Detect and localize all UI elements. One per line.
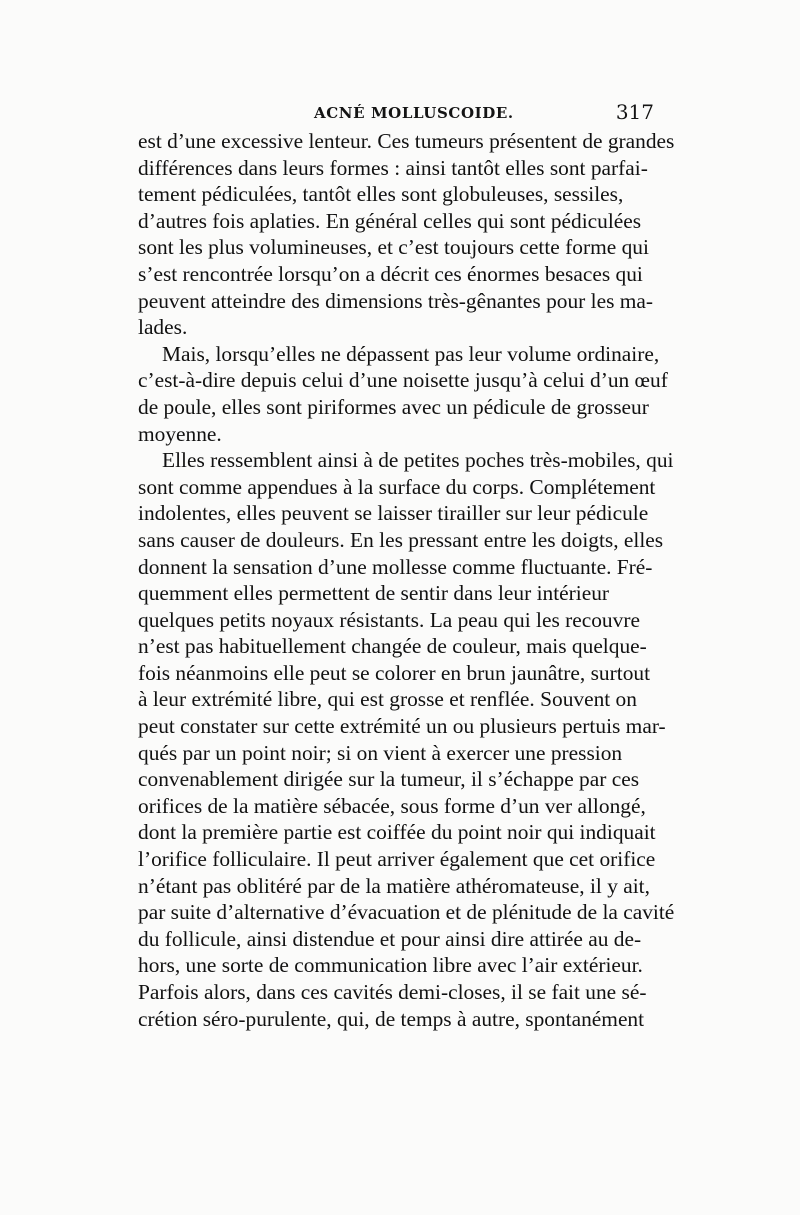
text-line: qués par un point noir; si on vient à exercer une pression xyxy=(138,740,623,765)
text-line: n’étant pas oblitéré par de la matière athéromateuse, il y ait, xyxy=(138,873,650,898)
paragraph-start-line: Mais, lorsqu’elles ne dépassent pas leur volume ordinaire, xyxy=(162,341,660,366)
text-line: tement pédiculées, tantôt elles sont globuleuses, sessiles, xyxy=(138,182,624,207)
paragraph-start-line: Elles ressemblent ainsi à de petites poches très-mobiles, qui xyxy=(162,448,674,473)
text-line: de poule, elles sont piriformes avec un pédicule de grosseur xyxy=(138,394,649,419)
text-line: moyenne. xyxy=(138,421,222,446)
text-line: sont comme appendues à la surface du corps. Complétement xyxy=(138,474,656,499)
text-line: du follicule, ainsi distendue et pour ainsi dire attirée au de- xyxy=(138,926,642,951)
text-line: quemment elles permettent de sentir dans leur intérieur xyxy=(138,581,610,606)
text-line: Parfois alors, dans ces cavités demi-closes, il se fait une sé- xyxy=(138,980,647,1004)
text-line: à leur extrémité libre, qui est grosse et renflée. Souvent on xyxy=(138,687,637,712)
text-line: fois néanmoins elle peut se colorer en brun jaunâtre, surtout xyxy=(138,660,651,685)
text-line: l’orifice folliculaire. Il peut arriver également que cet orifice xyxy=(138,847,656,872)
text-line: n’est pas habituellement changée de couleur, mais quelque- xyxy=(138,634,647,659)
text-line: est d’une excessive lenteur. Ces tumeurs présentent de grandes xyxy=(138,129,675,153)
running-title: ACNÉ MOLLUSCOIDE. xyxy=(314,104,514,122)
text-line: hors, une sorte de communication libre avec l’air extérieur. xyxy=(138,953,643,978)
text-line: convenablement dirigée sur la tumeur, il s’échappe par ces xyxy=(138,767,640,792)
text-line: différences dans leurs formes : ainsi tantôt elles sont parfai- xyxy=(138,155,648,180)
text-line: orifices de la matière sébacée, sous forme d’un ver allongé, xyxy=(138,793,646,818)
text-line: quelques petits noyaux résistants. La peau qui les recouvre xyxy=(138,607,640,632)
text-line: donnent la sensation d’une mollesse comme fluctuante. Fré- xyxy=(138,554,653,579)
text-line: sont les plus volumineuses, et c’est toujours cette forme qui xyxy=(138,235,649,260)
text-line: peuvent atteindre des dimensions très-gênantes pour les ma- xyxy=(138,288,654,313)
page-number: 317 xyxy=(615,100,654,124)
text-line: s’est rencontrée lorsqu’on a décrit ces énormes besaces qui xyxy=(138,261,643,286)
text-line: lades. xyxy=(138,315,188,340)
text-line: indolentes, elles peuvent se laisser tirailler sur leur pédicule xyxy=(138,501,649,526)
body-text xyxy=(138,128,675,1032)
text-line: dont la première partie est coiffée du point noir qui indiquait xyxy=(138,820,656,845)
text-line: sans causer de douleurs. En les pressant entre les doigts, elles xyxy=(138,527,664,552)
page-header xyxy=(138,100,658,130)
text-line: d’autres fois aplaties. En général celles qui sont pédiculées xyxy=(138,208,642,233)
text-line: peut constater sur cette extrémité un ou plusieurs pertuis mar- xyxy=(138,714,666,739)
text-line: crétion séro-purulente, qui, de temps à autre, spontanément xyxy=(138,1006,645,1031)
text-line: par suite d’alternative d’évacuation et de plénitude de la cavité xyxy=(138,900,675,925)
text-line: c’est-à-dire depuis celui d’une noisette jusqu’à celui d’un œuf xyxy=(138,368,668,393)
